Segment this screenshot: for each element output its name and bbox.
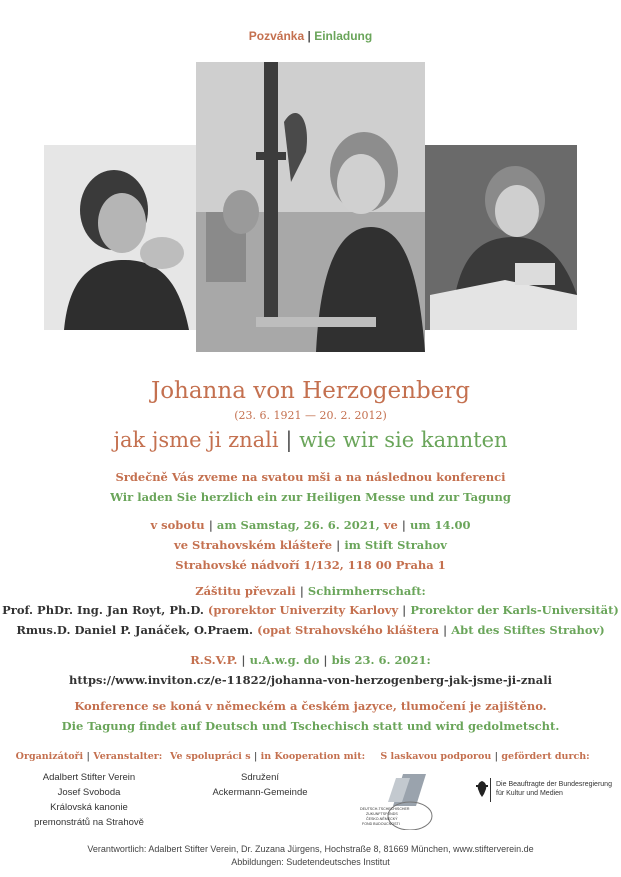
separator: | xyxy=(336,538,341,552)
separator: | xyxy=(208,518,213,532)
organizers-heading xyxy=(14,751,164,762)
logo-text-line: ČESKO-NĚMECKÝ xyxy=(366,817,398,821)
bkm-text-line: für Kultur und Medien xyxy=(496,790,563,797)
zukunftsfonds-logo-icon xyxy=(358,770,438,830)
language-note-de: Die Tagung findet auf Deutsch und Tschechisch statt und wird gedolmetscht. xyxy=(61,719,560,733)
organizer-item: premonstrátů na Strahově xyxy=(34,817,144,828)
patron2-role-de: Abt des Stiftes Strahov) xyxy=(451,623,605,637)
footer-credits: Abbildungen: Sudetendeutsches Institut xyxy=(231,857,390,867)
organizer-item: Adalbert Stifter Verein xyxy=(42,772,136,783)
event-subtitle xyxy=(0,428,621,452)
organizers-column xyxy=(14,751,164,830)
separator: | xyxy=(299,584,304,598)
cooperation-item: Sdružení xyxy=(240,772,280,783)
federal-eagle-icon xyxy=(476,780,488,798)
language-note-cs: Konference se koná v německém a českém jazyce, tlumočení je zajištěno. xyxy=(74,699,547,713)
header-separator: | xyxy=(307,29,311,43)
patron2-role-cs: (opat Strahovského kláštera xyxy=(257,623,440,637)
photo-portrait-center xyxy=(196,62,425,352)
bkm-flag-bar xyxy=(490,778,491,802)
patron2-name: Rmus.D. Daniel P. Janáček, O.Praem. xyxy=(16,623,254,637)
cooperation-heading xyxy=(170,751,366,762)
separator: | xyxy=(323,653,328,667)
subtitle-de: wie wir sie kannten xyxy=(299,428,508,452)
header-cs: Pozvánka xyxy=(248,29,305,43)
header-de: Einladung xyxy=(314,29,373,43)
separator: | xyxy=(253,751,258,762)
life-dates: (23. 6. 1921 — 20. 2. 2012) xyxy=(234,409,387,422)
rsvp-url-link[interactable]: https://www.inviton.cz/e-11822/johanna-von-herzogenberg-jak-jsme-ji-znali xyxy=(69,673,552,687)
event-title: Johanna von Herzogenberg xyxy=(150,378,471,404)
separator: | xyxy=(241,653,246,667)
separator: | xyxy=(443,623,448,637)
support-column xyxy=(365,751,605,762)
support-heading-de: gefördert durch: xyxy=(501,751,590,762)
separator: | xyxy=(86,751,90,762)
logo-text-line: ZUKUNFTSFONDS xyxy=(366,812,398,816)
cooperation-heading-cs: Ve spolupráci s xyxy=(170,751,251,762)
organizers-heading-de: Veranstalter: xyxy=(93,751,163,762)
portrait-prague-charles-bridge-image xyxy=(196,62,425,352)
patron-janacek xyxy=(0,623,621,637)
rsvp-label-cs: R.S.V.P. xyxy=(190,653,238,667)
patronage-heading-de: Schirmherrschaft: xyxy=(307,584,426,598)
time-de: um 14.00 xyxy=(410,518,471,532)
zukunftsfonds-logo xyxy=(358,770,438,830)
portrait-hands-on-chin-image xyxy=(44,145,196,330)
date-de: am Samstag, 26. 6. 2021, xyxy=(216,518,380,532)
invitation-text-cs: Srdečně Vás zveme na svatou mši a na následnou konferenci xyxy=(115,470,506,484)
separator: | xyxy=(494,751,499,762)
logo-text-line: DEUTSCH-TSCHECHISCHER xyxy=(360,807,410,811)
rsvp-label-de: u.A.w.g. do xyxy=(249,653,320,667)
patron1-role-cs: (prorektor Univerzity Karlovy xyxy=(207,603,399,617)
time-cs: ve xyxy=(383,518,398,532)
rsvp-line xyxy=(0,653,621,667)
footer-responsible: Verantwortlich: Adalbert Stifter Verein, Dr. Zuzana Jürgens, Hochstraße 8, 81669 München, www.stifterverein.de xyxy=(87,844,534,854)
bkm-text xyxy=(496,780,612,798)
organizer-item: Královská kanonie xyxy=(50,802,128,813)
separator: | xyxy=(402,603,407,617)
support-heading-cs: S laskavou podporou xyxy=(380,751,492,762)
event-where xyxy=(0,538,621,552)
organizer-item: Josef Svoboda xyxy=(57,787,121,798)
invitation-text-de: Wir laden Sie herzlich ein zur Heiligen Messe und zur Tagung xyxy=(110,490,511,504)
event-address: Strahovské nádvoří 1/132, 118 00 Praha 1 xyxy=(175,558,446,572)
bkm-logo xyxy=(476,776,611,816)
invitation-header xyxy=(0,29,621,43)
subtitle-cs: jak jsme ji znali xyxy=(113,428,279,452)
cooperation-item: Ackermann-Gemeinde xyxy=(212,787,308,798)
organizers-heading-cs: Organizátoři xyxy=(15,751,84,762)
patron1-name: Prof. PhDr. Ing. Jan Royt, Ph.D. xyxy=(2,603,204,617)
patronage-heading-cs: Záštitu převzali xyxy=(195,584,296,598)
photo-portrait-left xyxy=(44,145,196,330)
logo-text-line: FOND BUDOUCNOSTI xyxy=(362,822,400,826)
photo-portrait-right xyxy=(425,145,577,330)
cooperation-heading-de: in Kooperation mit: xyxy=(260,751,366,762)
rsvp-deadline: bis 23. 6. 2021: xyxy=(331,653,431,667)
patronage-heading xyxy=(0,584,621,598)
event-when xyxy=(0,518,621,532)
subtitle-separator: | xyxy=(285,428,293,452)
support-heading xyxy=(365,751,605,762)
date-cs: v sobotu xyxy=(150,518,205,532)
cooperation-column xyxy=(170,751,366,800)
patron-royt xyxy=(0,603,621,617)
portrait-signing-book-image xyxy=(425,145,577,330)
bkm-text-line: Die Beauftragte der Bundesregierung xyxy=(496,781,612,788)
place-cs: ve Strahovském klášteře xyxy=(174,538,333,552)
separator: | xyxy=(401,518,406,532)
patron1-role-de: Prorektor der Karls-Universität) xyxy=(410,603,619,617)
place-de: im Stift Strahov xyxy=(344,538,447,552)
